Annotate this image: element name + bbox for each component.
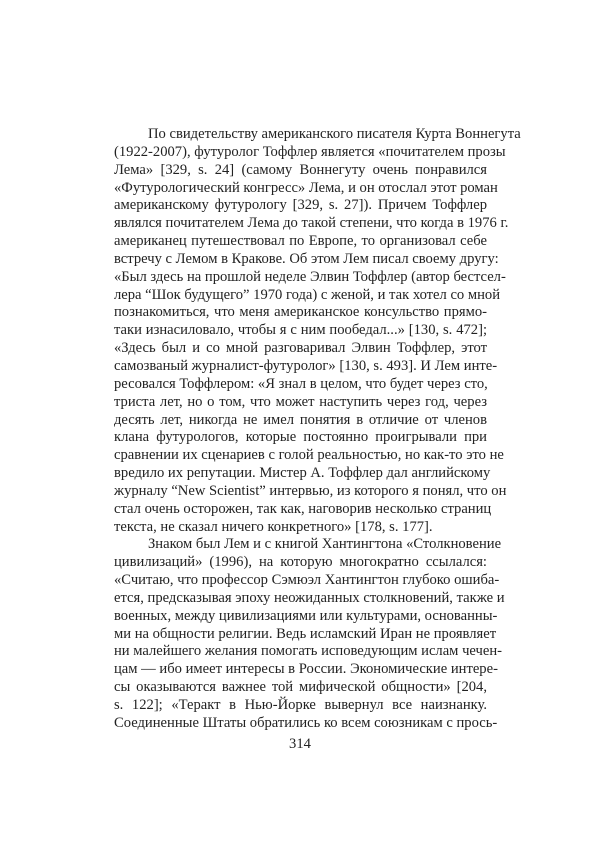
text-line: десять лет, никогда не имел понятия в отличие от членов (114, 411, 487, 428)
text-line: таки изнасиловало, чтобы я с ним пообедал...» [130, s. 472]; (114, 322, 487, 339)
text-line: ми на общности религии. Ведь исламский Иран не проявляет (114, 625, 497, 642)
text-line: «Футурологический конгресс» Лема, и он отослал этот роман (114, 179, 498, 196)
text-line: «Считаю, что профессор Сэмюэл Хантингтон глубоко ошиба- (114, 572, 500, 589)
text-line: сы оказываются важнее той мифической общности» [204, (114, 679, 487, 696)
text-line: Соединенные Штаты обратились ко всем союзникам с прось- (114, 714, 498, 731)
text-line: По свидетельству американского писателя Курта Воннегута (148, 126, 521, 142)
text-line: цам — ибо имеет интересы в России. Экономические интере- (114, 661, 498, 678)
text-line: цивилизаций» (1996), на которую многократно ссылался: (114, 554, 487, 571)
text-line: текста, не сказал ничего конкретного» [178, s. 177]. (114, 518, 433, 535)
text-line: американскому футурологу [329, s. 27]). Причем Тоффлер (114, 197, 487, 214)
text-line: самозваный журналист-футуролог» [130, s. 493]. И Лем инте- (114, 357, 498, 374)
text-line: сравнении их сценариев с голой реальностью, но как-то это не (114, 447, 504, 464)
text-line: триста лет, но о том, что может наступить через год, через (114, 393, 487, 410)
page-number: 314 (289, 736, 311, 752)
text-line: встречу с Лемом в Кракове. Об этом Лем писал своему другу: (114, 250, 499, 267)
text-line: s. 122]; «Теракт в Нью-Йорке вывернул все наизнанку. (114, 697, 487, 713)
text-line: вредило их репутации. Мистер А. Тоффлер дал английскому (114, 465, 491, 482)
text-line: ни малейшего желания помогать исповедующим ислам чечен- (114, 643, 503, 660)
text-line: «Здесь был и со мной разговаривал Элвин Тоффлер, этот (114, 340, 487, 357)
paragraph (114, 536, 505, 732)
text-line: Лема» [329, s. 24] (самому Воннегуту очень понравился (114, 161, 487, 178)
text-line: ется, предсказывая эпоху неожиданных столкновений, также и (114, 589, 505, 606)
text-line: стал очень осторожен, так как, наговорив несколько страниц (114, 500, 492, 517)
text-line: ресовался Тоффлером: «Я знал в целом, что будет через сто, (114, 375, 488, 392)
text-line: американец путешествовал по Европе, то организовал себе (114, 233, 487, 250)
text-line: Знаком был Лем и с книгой Хантингтона «Столкновение (148, 536, 502, 553)
text-line: военных, между цивилизациями или культурами, основанны- (114, 607, 498, 624)
text-line: являлся почитателем Лема до такой степени, что когда в 1976 г. (114, 215, 509, 232)
paragraph (114, 126, 521, 536)
text-line: «Был здесь на прошлой неделе Элвин Тоффлер (автор бестсел- (114, 268, 506, 285)
page-body (114, 126, 521, 733)
text-line: клана футурологов, которые постоянно проигрывали при (114, 429, 487, 446)
text-line: познакомиться, что меня американское консульство прямо- (114, 304, 487, 321)
text-line: журналу “New Scientist” интервью, из которого я понял, что он (114, 482, 507, 499)
text-line: лера “Шок будущего” 1970 года) с женой, и так хотел со мной (114, 286, 501, 303)
text-line: (1922-2007), футуролог Тоффлер является «почитателем прозы (114, 143, 506, 160)
